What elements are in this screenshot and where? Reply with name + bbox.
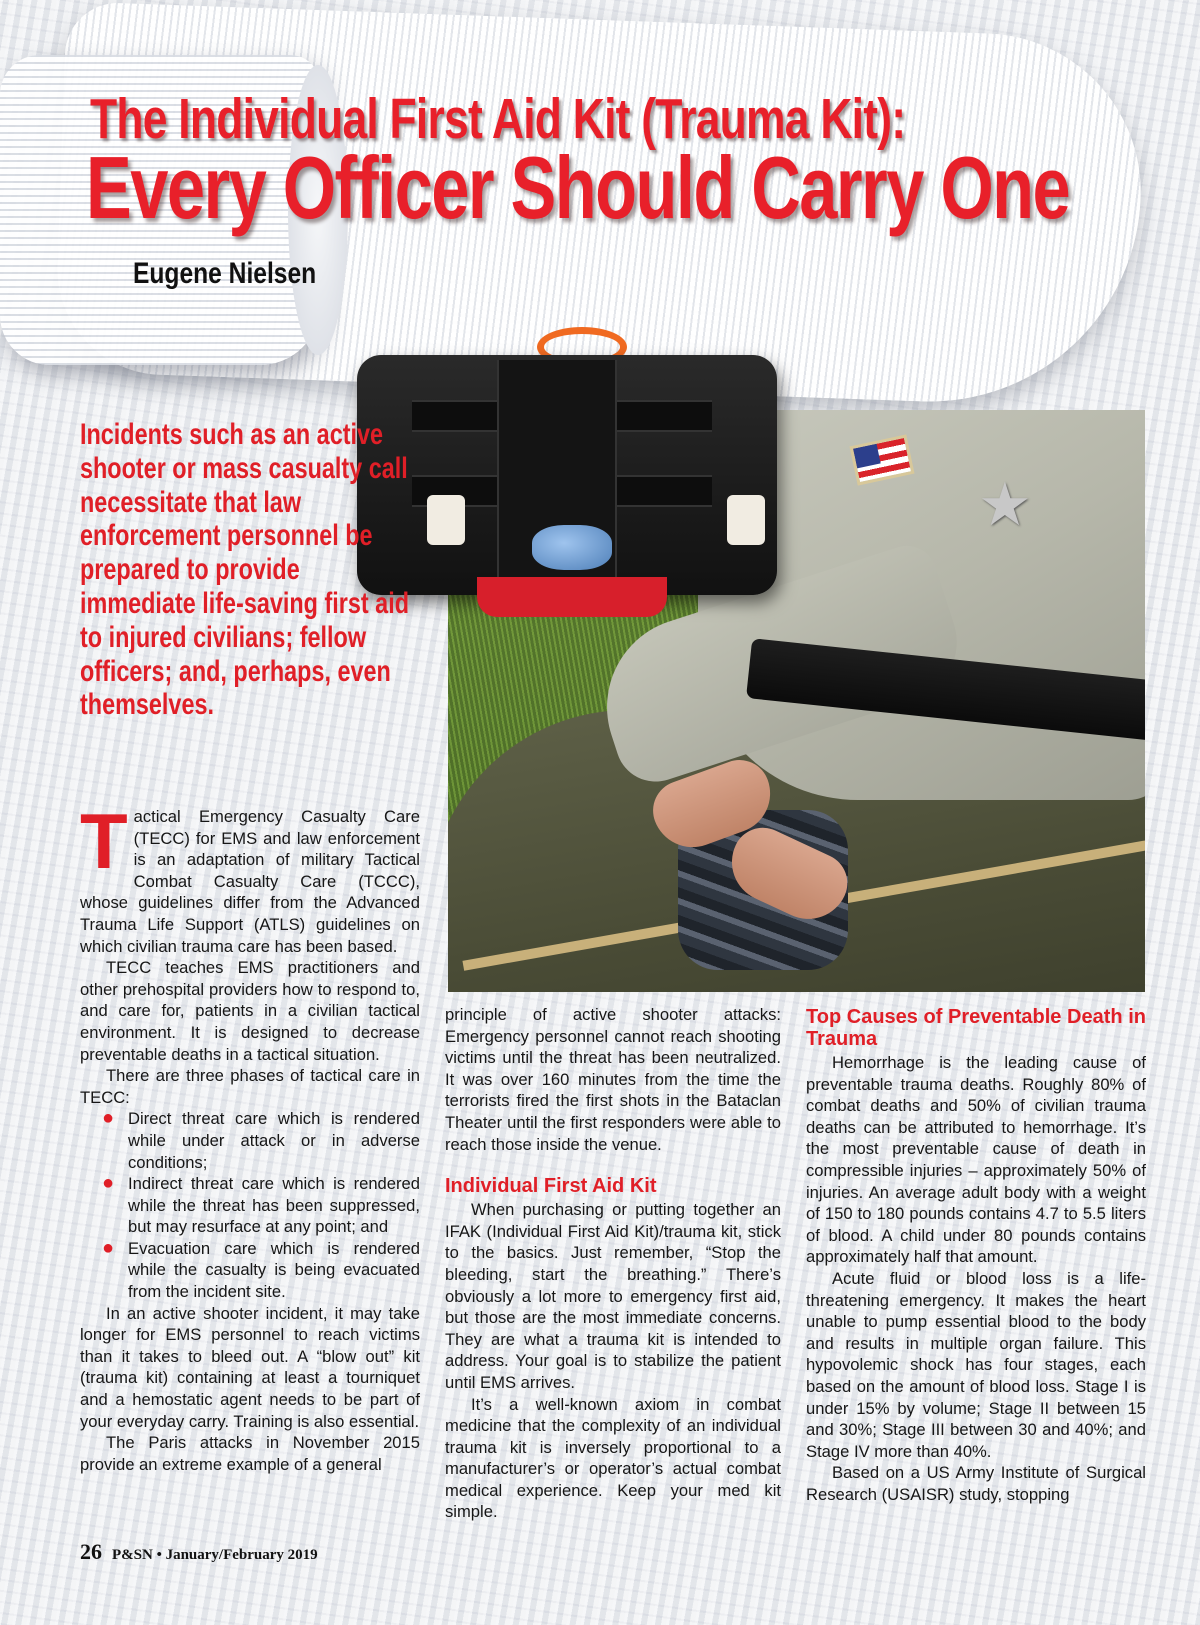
drop-cap: T [80, 797, 128, 885]
kit-red-tab [477, 577, 667, 617]
body-column-2 [445, 1004, 781, 1523]
section-heading: Individual First Aid Kit [445, 1175, 657, 1198]
intro-paragraph [80, 797, 420, 957]
paragraph: Hemorrhage is the leading cause of preventable trauma deaths. Roughly 80% of combat deaths and 50% of civilian trauma deaths can be attributed to hemorrhage. It’s the most preventable cause of death in compressible injuries – approximately 50% of injuries. An average adult body with a weight of 150 to 180 pounds contains 4.7 to 5.5 liters of blood. A child under 80 pounds contains approximately half that amount. [806, 1053, 1146, 1267]
first-aid-kit-photo [357, 345, 777, 600]
body-column-3 [806, 1006, 1146, 1505]
paragraph: There are three phases of tactical care in TECC: [80, 1066, 420, 1107]
paragraph: Based on a US Army Institute of Surgical Research (USAISR) study, stopping [806, 1463, 1146, 1504]
paragraph: TECC teaches EMS practitioners and other prehospital providers how to respond to, and care for, patients in a civilian tactical environment. It is designed to decrease preventable deaths in a tactical situation. [80, 958, 420, 1064]
paragraph: The Paris attacks in November 2015 provide an extreme example of a general [80, 1433, 420, 1474]
bullet-icon: ● [102, 1172, 115, 1195]
phases-list [80, 1108, 420, 1302]
list-item: ● Evacuation care which is rendered while the casualty is being evacuated from the incident site. [102, 1236, 420, 1302]
page-footer [80, 1539, 318, 1565]
paragraph: When purchasing or putting together an IFAK (Individual First Aid Kit)/trauma kit, stick to the basics. Just remember, “Stop the bleeding, start the breathing.” There’s obviously a lot more to emergency first aid, but those are the most immediate concerns. They are what a trauma kit is intended to address. Your goal is to stabilize the patient until EMS arrives. [445, 1200, 781, 1392]
body-column-1 [80, 797, 420, 1475]
gauze-roll-right [727, 495, 765, 545]
magazine-issue: P&SN • January/February 2019 [112, 1547, 318, 1563]
medical-gloves [532, 525, 612, 570]
paragraph: It’s a well-known axiom in combat medicine that the complexity of an individual trauma kit is inversely proportional to a manufacturer’s or operator’s actual combat medical experience. Keep your med kit simple. [445, 1394, 781, 1522]
paragraph: Acute fluid or blood loss is a life-threatening emergency. It makes the heart unable to pump essential blood to the body and results in multiple organ failure. This hypovolemic shock has four stages, each based on the amount of blood loss. Stage I is under 15% by volume; Stage II between 15 and 30%; Stage III between 30 and 40%; and Stage IV more than 40%. [806, 1268, 1146, 1461]
section-heading: Top Causes of Preventable Death in Trauma [806, 1006, 1146, 1050]
list-item: ● Direct threat care which is rendered while under attack or in adverse conditions; [102, 1107, 420, 1172]
article-title-line-1: The Individual First Aid Kit (Trauma Kit): [90, 87, 906, 151]
article-title-line-2: Every Officer Should Carry One [86, 138, 1070, 237]
author-byline: Eugene Nielsen [133, 257, 317, 290]
bullet-icon: ● [102, 1107, 115, 1130]
page-number: 26 [80, 1539, 102, 1564]
pull-quote: Incidents such as an active shooter or mass casualty call necessitate that law enforcement personnel be prepared to provide immediate life-saving first aid to injured civilians; fellow officers; and, perhaps, even themselves. [80, 418, 410, 722]
paragraph: principle of active shooter attacks: Emergency personnel cannot reach shooting victims until the threat has been neutralized. It was over 160 minutes from the time the terrorists fired the first shots in the Bataclan Theater until the first responders were able to reach those inside the venue. [445, 1005, 781, 1154]
list-item: ● Indirect threat care which is rendered while the threat has been suppressed, but may resurface at any point; and [102, 1172, 420, 1237]
sheriff-star-icon: ★ [978, 471, 1032, 538]
paragraph: In an active shooter incident, it may take longer for EMS personnel to reach victims than it takes to bleed out. A “blow out” kit (trauma kit) containing at least a tourniquet and a hemostatic agent needs to be part of your everyday carry. Training is also essential. [80, 1303, 420, 1431]
bullet-icon: ● [102, 1236, 115, 1259]
gauze-roll-left [427, 495, 465, 545]
intro-text: actical Emergency Casualty Care (TECC) for EMS and law enforcement is an adaptation of military Tactical Combat Casualty Care (TCCC), whose guidelines differ from the Advanced Trauma Life Support (ATLS) guidelines on which civilian trauma care has been based. [80, 807, 420, 956]
